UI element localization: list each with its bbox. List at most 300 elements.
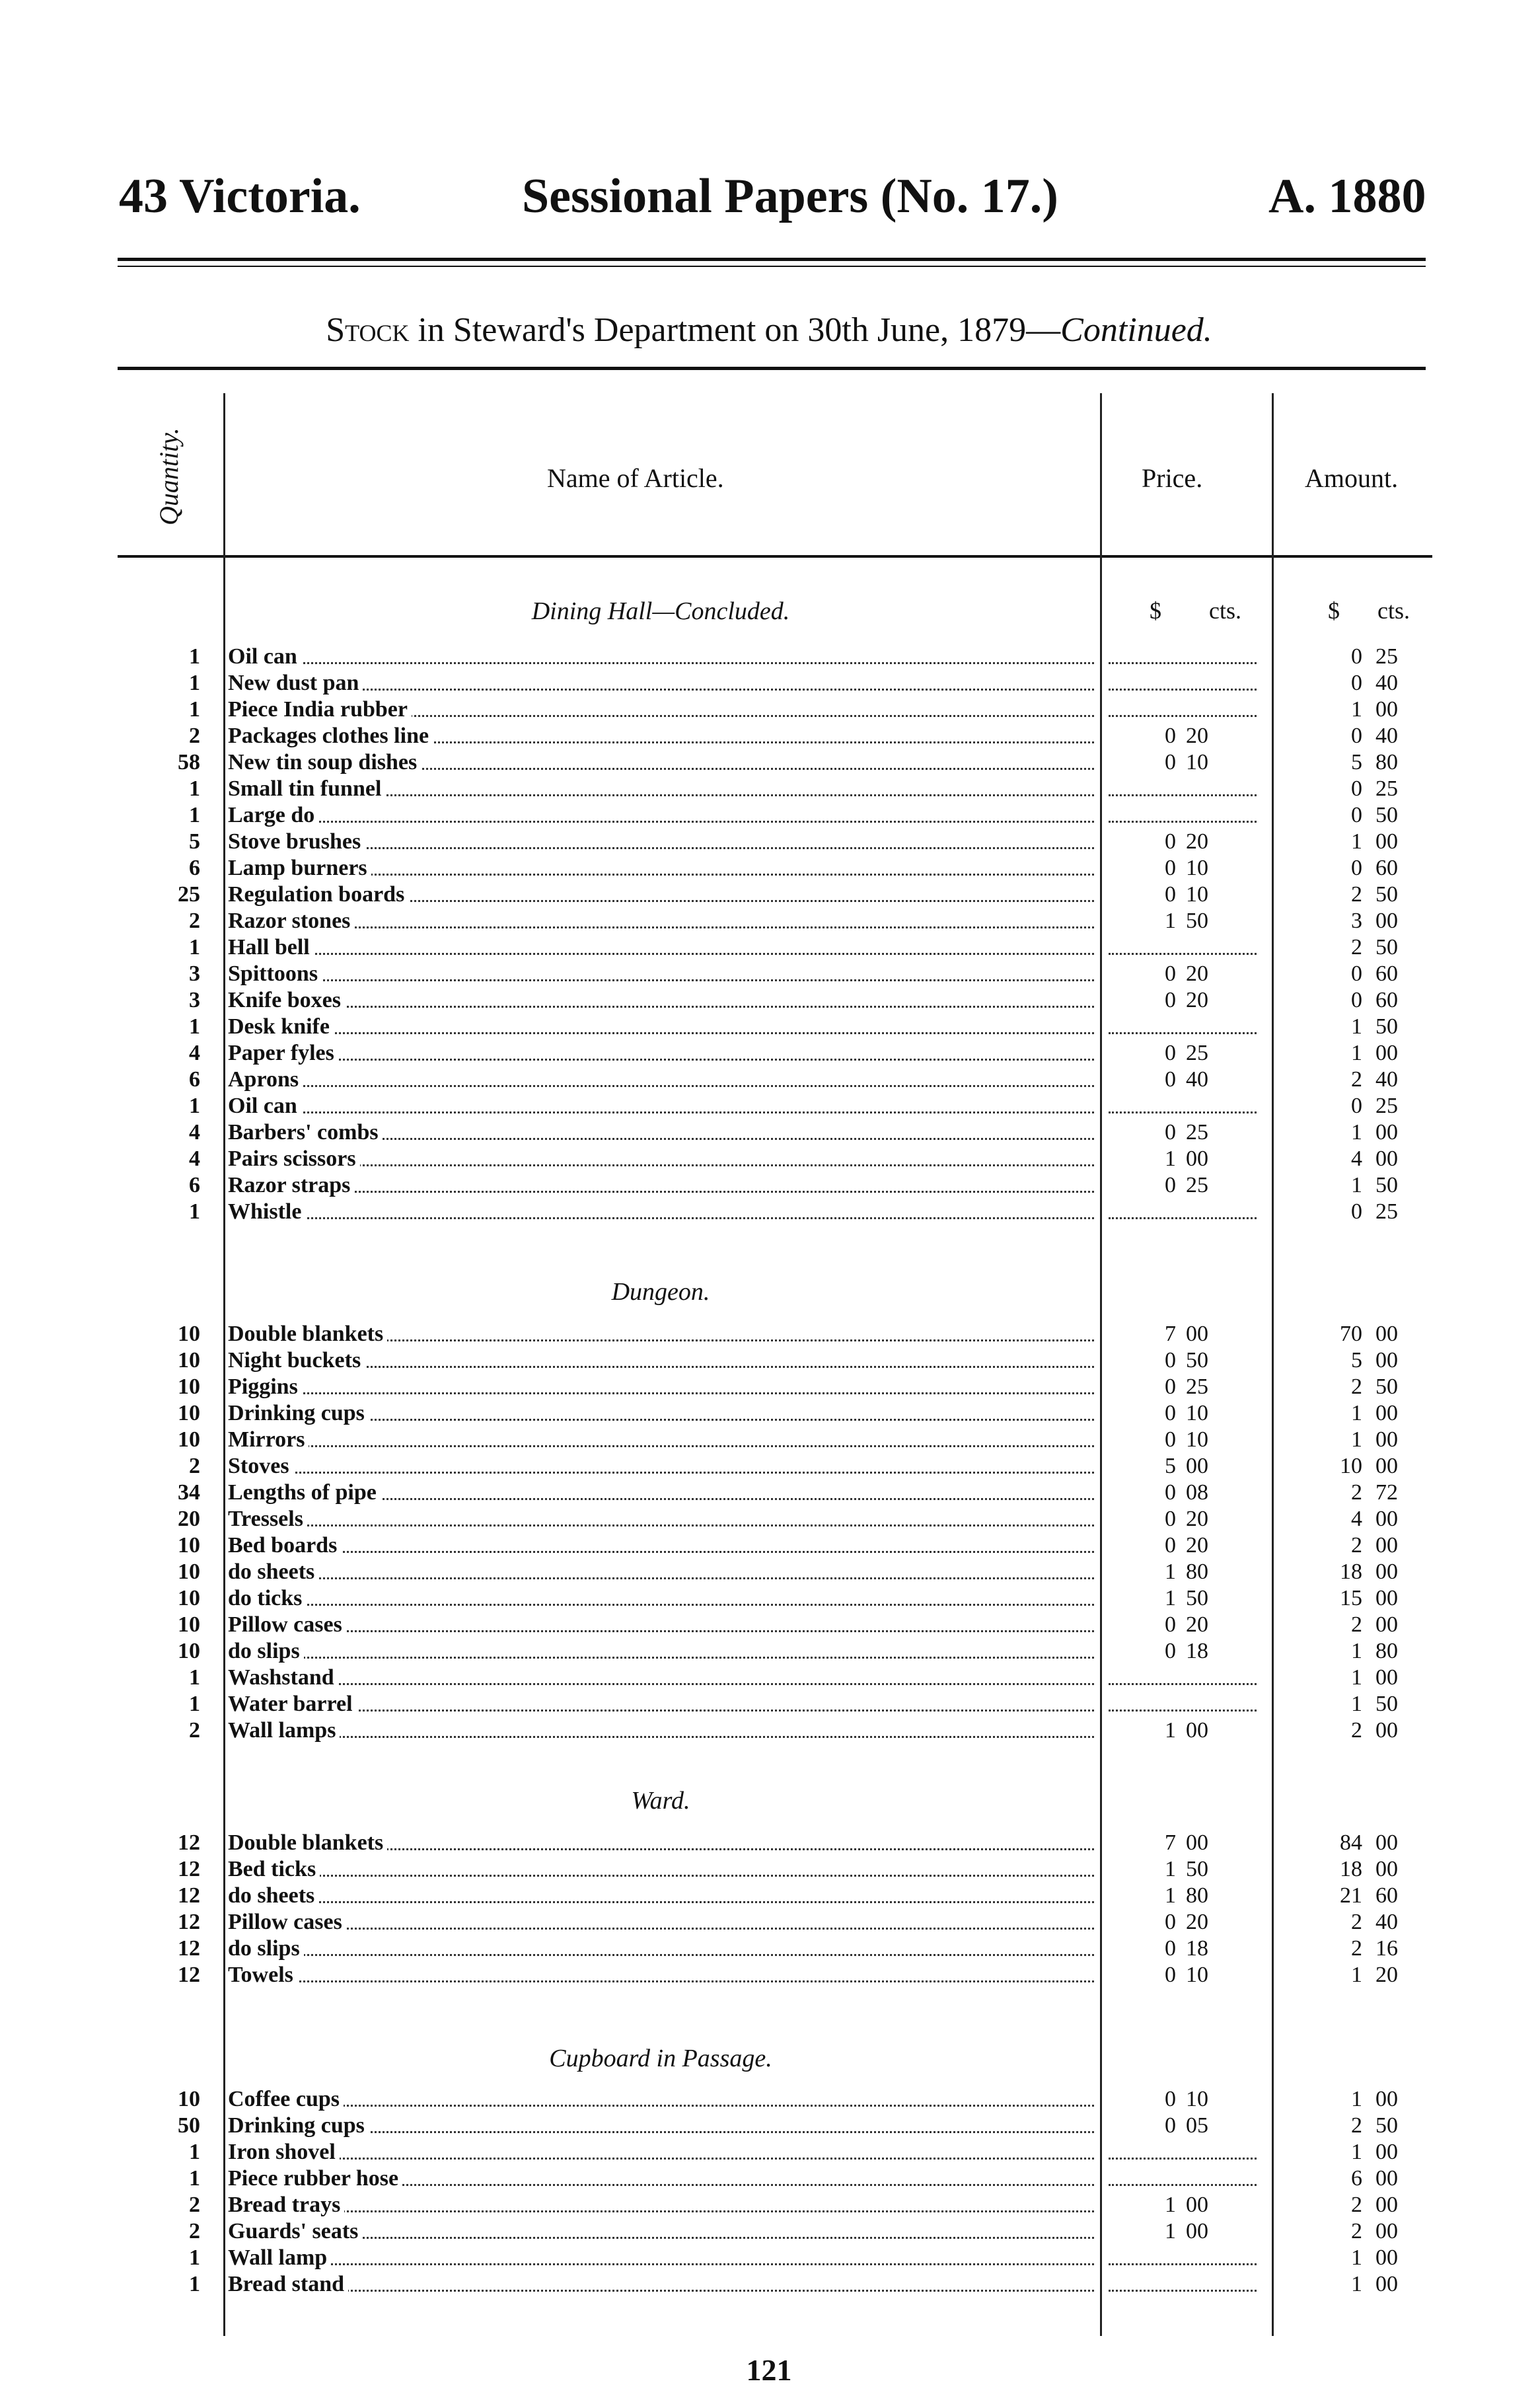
caption-continued: Continued. [1060, 311, 1212, 349]
row-article-label: Paper fyles [228, 1041, 338, 1065]
row-article-label: Wall lamps [228, 1718, 340, 1743]
row-article-label: Tressels [228, 1507, 307, 1531]
row-quantity: 10 [178, 1639, 200, 1663]
row-price-cents: 00 [1186, 1322, 1208, 1346]
row-price-cents: 10 [1186, 1401, 1208, 1425]
row-amount-cents: 25 [1375, 776, 1398, 801]
row-price-dollars: 0 [1165, 1480, 1176, 1505]
row-price-leader [1109, 1710, 1257, 1712]
row-quantity: 10 [178, 1612, 200, 1637]
row-amount [1295, 1374, 1440, 1401]
column-header-rule [118, 555, 1432, 558]
row-article-label: Washstand [228, 1665, 338, 1690]
row-price-dollars: 1 [1165, 2193, 1176, 2217]
row-article-label: Desk knife [228, 1014, 334, 1039]
row-price-dollars: 0 [1165, 1533, 1176, 1558]
table-row [0, 1401, 1538, 1427]
row-amount [1295, 1910, 1440, 1936]
row-article-label: Barbers' combs [228, 1120, 383, 1145]
table-row [0, 2113, 1538, 2140]
row-amount [1295, 2272, 1440, 2298]
row-quantity: 10 [178, 1374, 200, 1399]
row-amount [1295, 1560, 1440, 1586]
row-amount-cents: 00 [1375, 2087, 1398, 2111]
row-quantity: 1 [189, 697, 200, 722]
header-year: A. 1880 [1268, 169, 1426, 223]
row-amount-cents: 25 [1375, 1199, 1398, 1224]
row-amount-cents: 00 [1375, 2272, 1398, 2296]
row-article [228, 644, 1097, 671]
row-amount-cents: 00 [1375, 1830, 1398, 1855]
row-amount [1295, 856, 1440, 882]
row-quantity: 58 [178, 750, 200, 774]
row-amount-dollars: 2 [1351, 2113, 1362, 2138]
row-article-label: Lamp burners [228, 856, 371, 880]
row-price [1103, 1199, 1262, 1226]
row-amount-dollars: 2 [1351, 1067, 1362, 1092]
row-price-cents: 00 [1186, 2193, 1208, 2217]
row-amount-cents: 00 [1375, 697, 1398, 722]
row-price [1103, 909, 1262, 935]
row-amount-cents: 60 [1375, 1883, 1398, 1908]
row-amount [1295, 750, 1440, 776]
row-article-label: do sheets [228, 1883, 318, 1908]
row-price-leader [1109, 1217, 1257, 1219]
row-amount-dollars: 5 [1351, 1348, 1362, 1373]
column-header-quantity: Quantity. [154, 428, 184, 525]
row-amount-dollars: 70 [1340, 1322, 1362, 1346]
row-amount-dollars: 1 [1351, 697, 1362, 722]
table-row [0, 1173, 1538, 1199]
table-row [0, 1480, 1538, 1507]
row-price [1103, 1857, 1262, 1883]
row-amount [1295, 1665, 1440, 1692]
row-amount [1295, 909, 1440, 935]
row-price [1103, 935, 1262, 961]
row-quantity: 4 [189, 1041, 200, 1065]
row-price-cents: 18 [1186, 1639, 1208, 1663]
row-price-dollars: 0 [1165, 988, 1176, 1012]
row-article [228, 1094, 1097, 1120]
row-article-label: Whistle [228, 1199, 305, 1224]
header-rule-thin [118, 266, 1426, 267]
caption-rule [118, 367, 1426, 370]
row-amount-cents: 00 [1375, 1401, 1398, 1425]
row-price [1103, 2113, 1262, 2140]
row-price-dollars: 5 [1165, 1454, 1176, 1478]
row-price-cents: 80 [1186, 1560, 1208, 1584]
header-rule-thick [118, 258, 1426, 261]
row-quantity: 1 [189, 1199, 200, 1224]
row-amount-dollars: 2 [1351, 882, 1362, 907]
row-price [1103, 671, 1262, 697]
row-price-cents: 10 [1186, 1963, 1208, 1987]
row-price-cents: 00 [1186, 1147, 1208, 1171]
row-price-dollars: 0 [1165, 1427, 1176, 1452]
row-amount [1295, 1830, 1440, 1857]
row-amount [1295, 1199, 1440, 1226]
row-amount [1295, 1857, 1440, 1883]
row-amount [1295, 644, 1440, 671]
row-amount-dollars: 2 [1351, 1480, 1362, 1505]
row-price-dollars: 0 [1165, 856, 1176, 880]
table-row [0, 1199, 1538, 1226]
row-article-label: Spittoons [228, 961, 322, 986]
row-price-dollars: 0 [1165, 1348, 1176, 1373]
row-price [1103, 1120, 1262, 1147]
row-price [1103, 1173, 1262, 1199]
row-amount-dollars: 84 [1340, 1830, 1362, 1855]
row-price [1103, 1639, 1262, 1665]
row-price [1103, 1963, 1262, 1989]
row-quantity: 10 [178, 1401, 200, 1425]
row-amount-cents: 60 [1375, 961, 1398, 986]
row-price-dollars: 1 [1165, 1147, 1176, 1171]
row-article [228, 1041, 1097, 1067]
row-amount-cents: 50 [1375, 2113, 1398, 2138]
row-price-dollars: 0 [1165, 1910, 1176, 1934]
row-quantity: 6 [189, 856, 200, 880]
row-price [1103, 1401, 1262, 1427]
row-article [228, 1427, 1097, 1454]
table-row [0, 1454, 1538, 1480]
row-amount [1295, 2087, 1440, 2113]
table-row [0, 1692, 1538, 1718]
section-title: Cupboard in Passage. [549, 2045, 772, 2072]
row-price-dollars: 1 [1165, 1883, 1176, 1908]
row-article [228, 1665, 1097, 1692]
row-price-dollars: 1 [1165, 1560, 1176, 1584]
row-price [1103, 1692, 1262, 1718]
table-row [0, 1094, 1538, 1120]
row-price [1103, 803, 1262, 829]
row-amount [1295, 1533, 1440, 1560]
row-amount-cents: 00 [1375, 1560, 1398, 1584]
row-amount-dollars: 2 [1351, 935, 1362, 959]
table-row [0, 2193, 1538, 2219]
row-amount [1295, 1120, 1440, 1147]
row-price [1103, 1427, 1262, 1454]
row-price-dollars: 0 [1165, 1173, 1176, 1197]
row-quantity: 3 [189, 988, 200, 1012]
row-amount [1295, 1454, 1440, 1480]
row-price-dollars: 0 [1165, 1401, 1176, 1425]
row-article-label: do ticks [228, 1586, 306, 1610]
row-price [1103, 2087, 1262, 2113]
row-price-cents: 10 [1186, 2087, 1208, 2111]
row-amount [1295, 803, 1440, 829]
row-price-leader [1109, 953, 1257, 955]
row-amount-cents: 00 [1375, 1322, 1398, 1346]
row-quantity: 10 [178, 1533, 200, 1558]
table-caption [0, 311, 1538, 350]
row-amount-cents: 00 [1375, 2193, 1398, 2217]
row-article [228, 1120, 1097, 1147]
row-article-label: Large do [228, 803, 318, 827]
row-amount-dollars: 1 [1351, 2140, 1362, 2164]
row-price-leader [1109, 715, 1257, 717]
row-article-label: Razor stones [228, 909, 354, 933]
row-amount-dollars: 2 [1351, 2193, 1362, 2217]
row-quantity: 10 [178, 1560, 200, 1584]
row-quantity: 1 [189, 1665, 200, 1690]
row-price [1103, 2140, 1262, 2166]
row-amount-dollars: 18 [1340, 1560, 1362, 1584]
row-article-label: Drinking cups [228, 2113, 369, 2138]
row-quantity: 10 [178, 1348, 200, 1373]
row-article [228, 697, 1097, 724]
table-row [0, 1120, 1538, 1147]
row-amount-dollars: 1 [1351, 2245, 1362, 2270]
row-price [1103, 750, 1262, 776]
row-amount-cents: 00 [1375, 1041, 1398, 1065]
row-article [228, 1533, 1097, 1560]
row-amount-cents: 72 [1375, 1480, 1398, 1505]
row-amount-cents: 80 [1375, 750, 1398, 774]
row-quantity: 12 [178, 1936, 200, 1961]
table-row [0, 1830, 1538, 1857]
row-price-dollars: 7 [1165, 1830, 1176, 1855]
row-price [1103, 1830, 1262, 1857]
row-article-label: Razor straps [228, 1173, 354, 1197]
row-quantity: 2 [189, 2193, 200, 2217]
row-amount-cents: 00 [1375, 1427, 1398, 1452]
row-amount-cents: 40 [1375, 671, 1398, 695]
row-amount [1295, 776, 1440, 803]
row-price-dollars: 0 [1165, 1936, 1176, 1961]
row-article [228, 1692, 1097, 1718]
row-price-dollars: 0 [1165, 2087, 1176, 2111]
row-price-dollars: 0 [1165, 1120, 1176, 1145]
row-amount-dollars: 2 [1351, 2219, 1362, 2243]
row-quantity: 2 [189, 1454, 200, 1478]
row-article-label: Mirrors [228, 1427, 309, 1452]
row-price [1103, 882, 1262, 909]
row-amount [1295, 1692, 1440, 1718]
row-amount-dollars: 2 [1351, 1936, 1362, 1961]
row-article-label: Bed ticks [228, 1857, 320, 1881]
row-article [228, 1147, 1097, 1173]
row-amount [1295, 829, 1440, 856]
table-row [0, 1322, 1538, 1348]
row-price-cents: 50 [1186, 1586, 1208, 1610]
price-cents-unit: cts. [1209, 597, 1241, 624]
table-row [0, 2219, 1538, 2245]
row-quantity: 10 [178, 1322, 200, 1346]
row-amount [1295, 1936, 1440, 1963]
row-amount-cents: 00 [1375, 2245, 1398, 2270]
row-amount-dollars: 1 [1351, 2087, 1362, 2111]
row-price [1103, 724, 1262, 750]
row-article [228, 2166, 1097, 2193]
row-price-cents: 40 [1186, 1067, 1208, 1092]
row-article [228, 776, 1097, 803]
row-amount [1295, 1401, 1440, 1427]
row-quantity: 50 [178, 2113, 200, 2138]
row-quantity: 1 [189, 803, 200, 827]
row-article [228, 1639, 1097, 1665]
row-amount-cents: 00 [1375, 1120, 1398, 1145]
row-quantity: 1 [189, 2166, 200, 2191]
row-amount-cents: 00 [1375, 1348, 1398, 1373]
row-article [228, 961, 1097, 988]
row-quantity: 2 [189, 1718, 200, 1743]
row-amount [1295, 935, 1440, 961]
row-quantity: 4 [189, 1120, 200, 1145]
row-amount [1295, 1067, 1440, 1094]
row-amount [1295, 1612, 1440, 1639]
row-amount-dollars: 4 [1351, 1507, 1362, 1531]
row-amount-cents: 40 [1375, 1910, 1398, 1934]
table-row [0, 1560, 1538, 1586]
row-amount-dollars: 1 [1351, 1173, 1362, 1197]
row-price-leader [1109, 2263, 1257, 2265]
row-amount [1295, 1883, 1440, 1910]
row-price-leader [1109, 2290, 1257, 2292]
row-amount-cents: 00 [1375, 1857, 1398, 1881]
row-article-label: Guards' seats [228, 2219, 362, 2243]
row-price [1103, 1041, 1262, 1067]
row-price-dollars: 0 [1165, 1507, 1176, 1531]
row-article-label: Regulation boards [228, 882, 408, 907]
row-price [1103, 1665, 1262, 1692]
row-quantity: 12 [178, 1910, 200, 1934]
section-title: Dining Hall—Concluded. [531, 597, 790, 625]
row-article-label: Piece rubber hose [228, 2166, 402, 2191]
row-price [1103, 1586, 1262, 1612]
row-article [228, 1067, 1097, 1094]
header-title: Sessional Papers (No. 17.) [522, 169, 1058, 223]
row-price-dollars: 0 [1165, 1041, 1176, 1065]
row-price-cents: 10 [1186, 1427, 1208, 1452]
row-quantity: 12 [178, 1963, 200, 1987]
row-price-leader [1109, 1111, 1257, 1113]
table-row [0, 2140, 1538, 2166]
row-article [228, 1857, 1097, 1883]
row-article-label: Pillow cases [228, 1910, 346, 1934]
row-article-label: New dust pan [228, 671, 363, 695]
row-price-leader [1109, 689, 1257, 691]
row-price-cents: 20 [1186, 829, 1208, 854]
row-amount [1295, 2166, 1440, 2193]
row-price [1103, 1374, 1262, 1401]
row-article [228, 2245, 1097, 2272]
table-row [0, 1427, 1538, 1454]
row-amount-cents: 00 [1375, 1147, 1398, 1171]
caption-smallcaps: Stock [326, 311, 410, 349]
row-quantity: 4 [189, 1147, 200, 1171]
row-article-label: Stoves [228, 1454, 293, 1478]
row-amount-cents: 00 [1375, 909, 1398, 933]
row-price [1103, 1454, 1262, 1480]
row-amount-cents: 25 [1375, 644, 1398, 669]
row-price-dollars: 1 [1165, 1718, 1176, 1743]
row-quantity: 2 [189, 724, 200, 748]
row-amount-dollars: 6 [1351, 2166, 1362, 2191]
table-row [0, 724, 1538, 750]
row-price-cents: 80 [1186, 1883, 1208, 1908]
table-row [0, 1639, 1538, 1665]
row-amount-cents: 50 [1375, 1173, 1398, 1197]
row-price-cents: 20 [1186, 961, 1208, 986]
row-amount [1295, 1173, 1440, 1199]
row-amount-cents: 50 [1375, 882, 1398, 907]
row-price-cents: 20 [1186, 1910, 1208, 1934]
row-article-label: Stove brushes [228, 829, 365, 854]
row-amount-cents: 00 [1375, 1454, 1398, 1478]
row-price [1103, 776, 1262, 803]
row-article [228, 2272, 1097, 2298]
table-row [0, 671, 1538, 697]
row-amount-dollars: 1 [1351, 1665, 1362, 1690]
row-article [228, 1612, 1097, 1639]
row-amount-cents: 16 [1375, 1936, 1398, 1961]
row-price [1103, 2193, 1262, 2219]
row-price-dollars: 1 [1165, 2219, 1176, 2243]
row-article [228, 829, 1097, 856]
row-article [228, 882, 1097, 909]
row-quantity: 1 [189, 671, 200, 695]
column-header-amount: Amount. [1305, 463, 1399, 493]
row-article-label: Night buckets [228, 1348, 365, 1373]
table-row [0, 2272, 1538, 2298]
row-price [1103, 1936, 1262, 1963]
row-amount [1295, 882, 1440, 909]
row-article [228, 856, 1097, 882]
table-row [0, 1067, 1538, 1094]
column-header-name: Name of Article. [547, 463, 724, 493]
row-article-label: Oil can [228, 1094, 301, 1118]
row-price-dollars: 0 [1165, 1374, 1176, 1399]
row-amount-cents: 50 [1375, 803, 1398, 827]
row-price [1103, 697, 1262, 724]
row-amount-dollars: 2 [1351, 1533, 1362, 1558]
row-article-label: Bed boards [228, 1533, 341, 1558]
row-price-cents: 50 [1186, 1857, 1208, 1881]
row-price [1103, 1014, 1262, 1041]
row-price [1103, 1533, 1262, 1560]
table-row [0, 1936, 1538, 1963]
row-article-label: Pairs scissors [228, 1147, 360, 1171]
row-price-dollars: 0 [1165, 1612, 1176, 1637]
row-article [228, 1014, 1097, 1041]
row-amount [1295, 1586, 1440, 1612]
row-amount [1295, 1427, 1440, 1454]
row-quantity: 12 [178, 1883, 200, 1908]
row-quantity: 6 [189, 1067, 200, 1092]
row-price [1103, 961, 1262, 988]
row-amount [1295, 2219, 1440, 2245]
row-quantity: 1 [189, 2140, 200, 2164]
page-number: 121 [746, 2353, 792, 2387]
row-price-dollars: 1 [1165, 1857, 1176, 1881]
row-amount-dollars: 2 [1351, 1718, 1362, 1743]
row-article [228, 724, 1097, 750]
row-quantity: 25 [178, 882, 200, 907]
row-article [228, 1910, 1097, 1936]
table-row [0, 988, 1538, 1014]
row-article-label: Double blankets [228, 1322, 387, 1346]
row-article [228, 1936, 1097, 1963]
row-price-dollars: 0 [1165, 961, 1176, 986]
table-row [0, 1014, 1538, 1041]
table-row [0, 1718, 1538, 1745]
table-row [0, 882, 1538, 909]
table-row [0, 909, 1538, 935]
row-price-dollars: 0 [1165, 2113, 1176, 2138]
row-quantity: 12 [178, 1857, 200, 1881]
row-amount-dollars: 2 [1351, 1374, 1362, 1399]
